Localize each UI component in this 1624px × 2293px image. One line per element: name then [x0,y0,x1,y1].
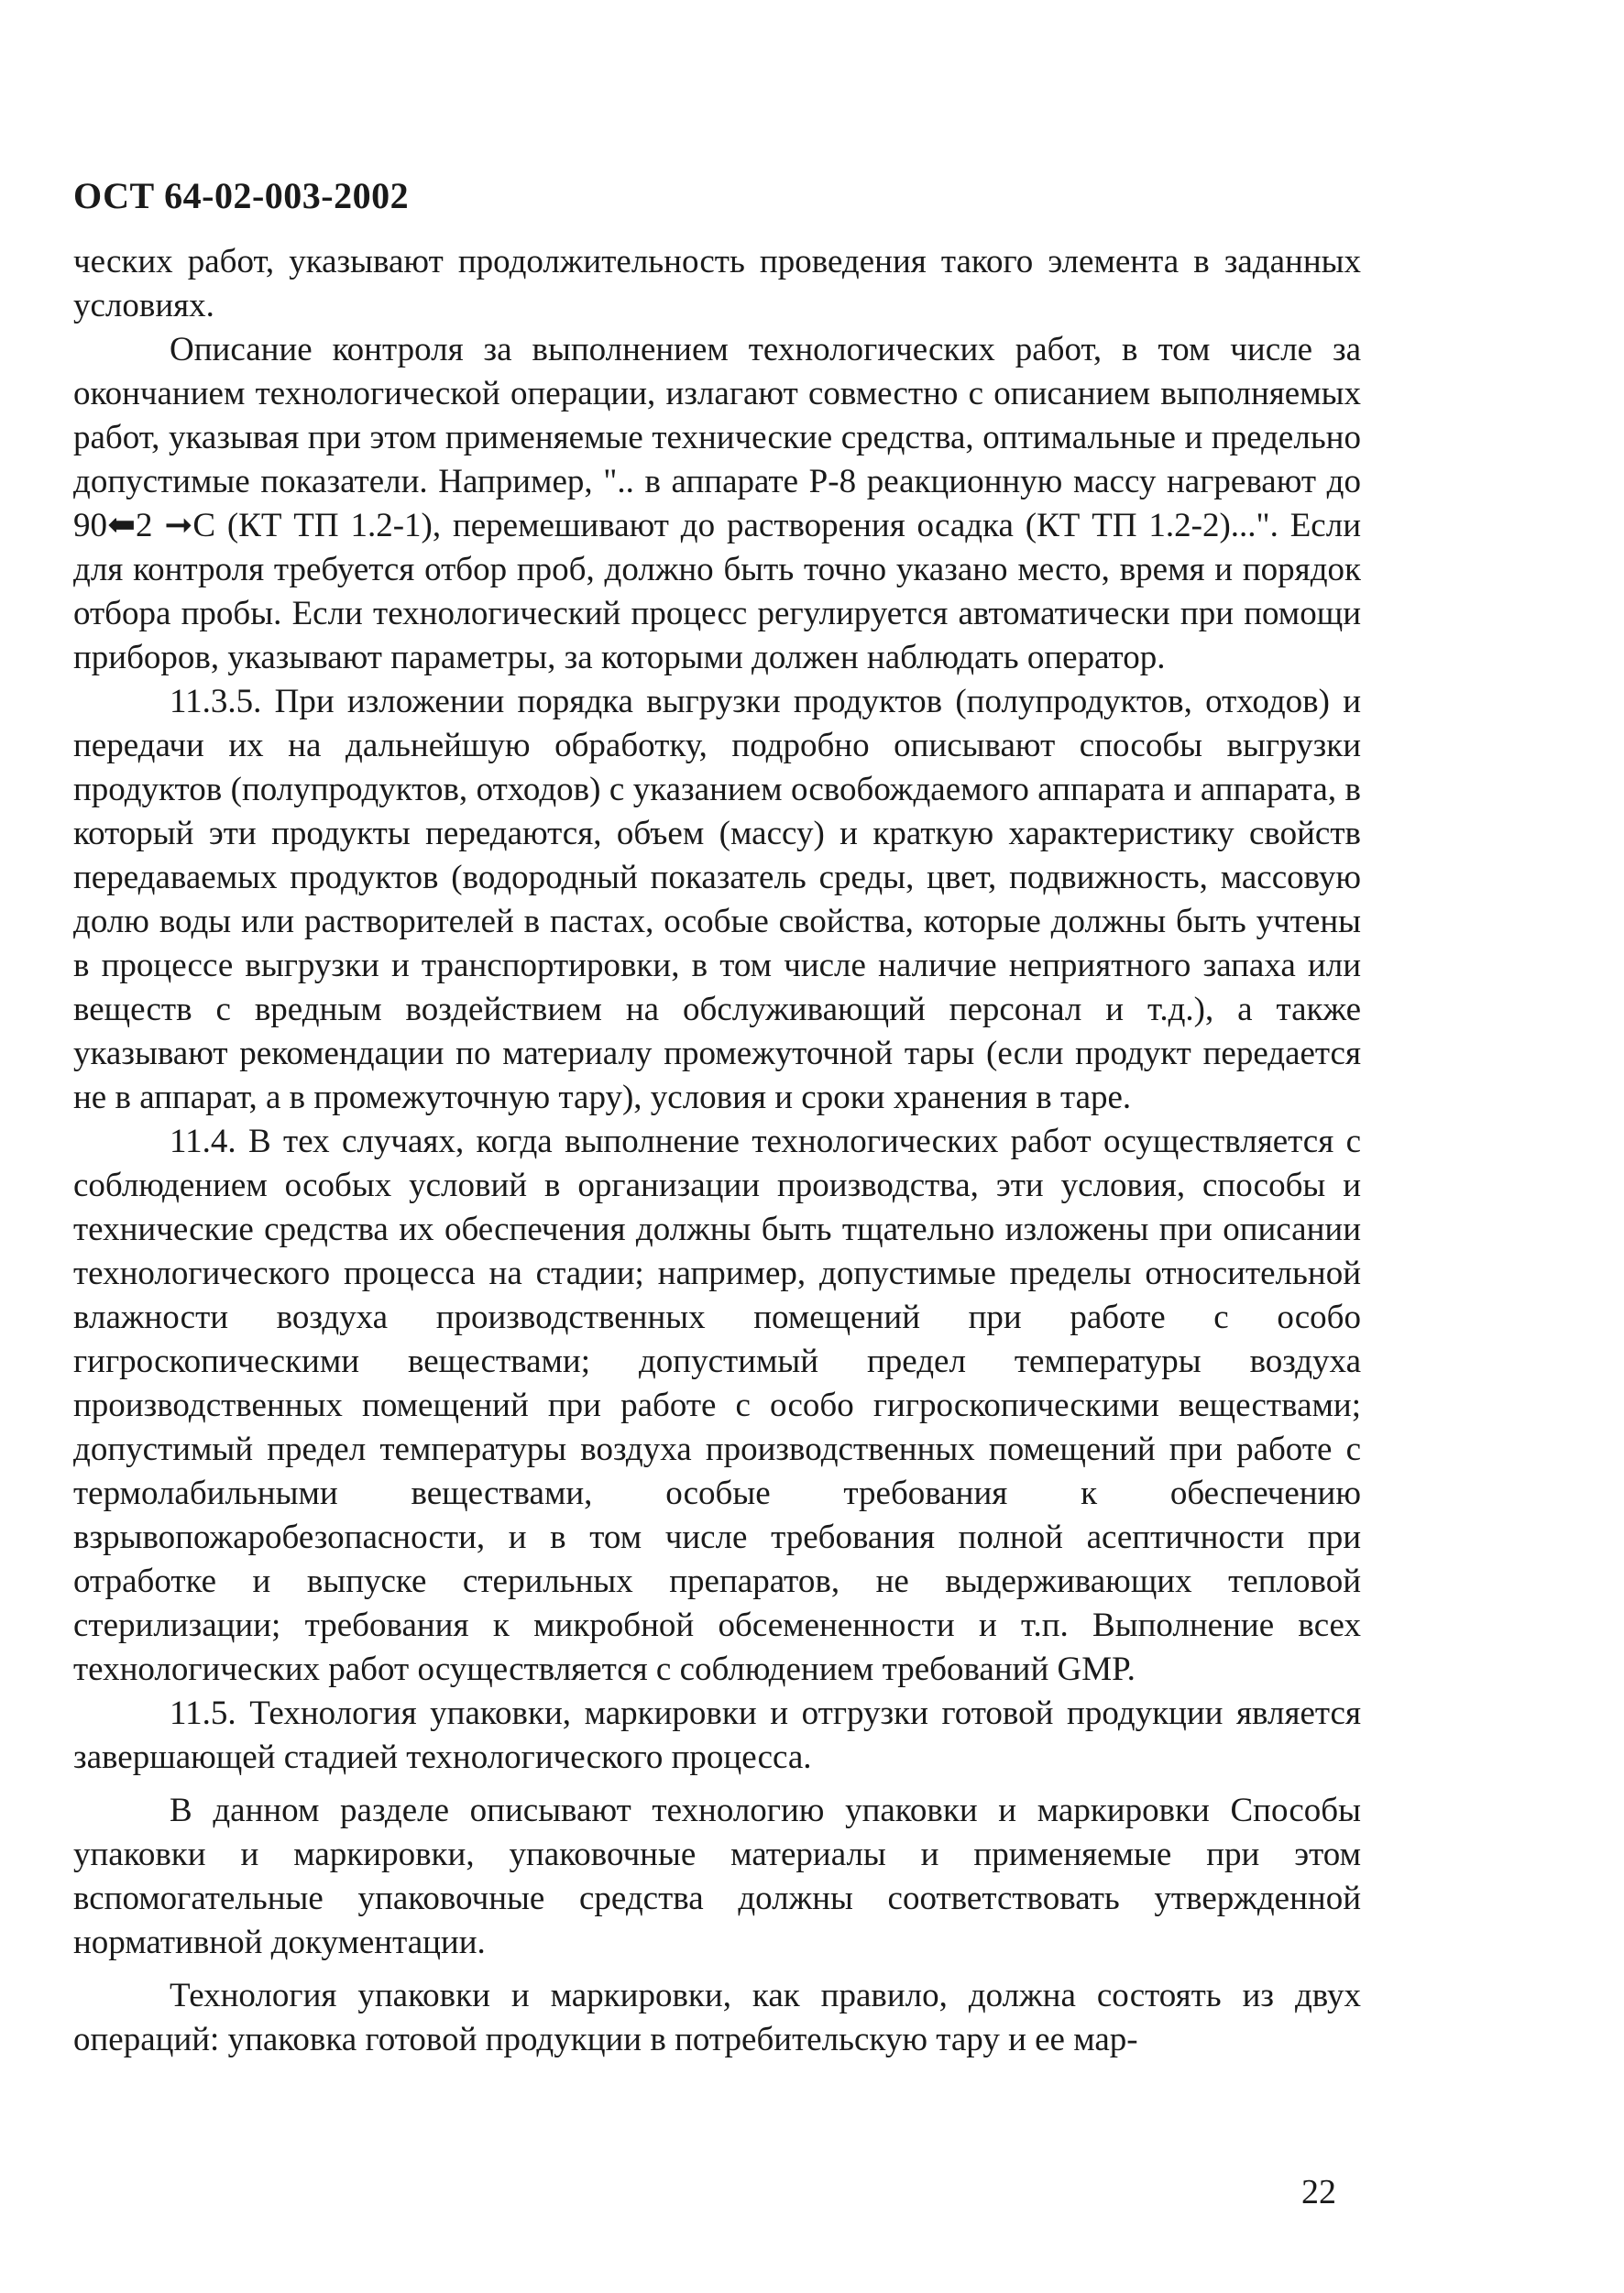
paragraph-11-5: 11.5. Технология упаковки, маркировки и отгрузки готовой продукции является завершающей стадией технологического процесса. [73,1695,1361,1776]
paragraph-control-description: Описание контроля за выполнением технологических работ, в том числе за окончанием технологической операции, излагают совместно с описанием выполняемых работ, указывая при этом применяемые технические средства, оптимальные и предельно допустимые показатели. Например, ".. в аппарате Р-8 реакционную массу нагревают до 90⬅2 ➞С (КТ ТП 1.2-1), перемешивают до растворения осадка (КТ ТП 1.2-2)...". Если для контроля требуется отбор проб, должно быть точно указано место, время и порядок отбора пробы. Если технологический процесс регулируется автоматически при помощи приборов, указывают параметры, за которыми должен наблюдать оператор. [73,331,1361,676]
paragraph-packaging-operations: Технология упаковки и маркировки, как правило, должна состоять из двух операций: упаковка готовой продукции в потребительскую тару и ее мар- [73,1977,1361,2058]
paragraph-continuation: ческих работ, указывают продолжительность проведения такого элемента в заданных условиях. [73,243,1361,324]
paragraph-11-4: 11.4. В тех случаях, когда выполнение технологических работ осуществляется с соблюдением особых условий в организации производства, эти условия, способы и технические средства их обеспечения должны быть тщательно изложены при описании технологического процесса на стадии; например, допустимые пределы относительной влажности воздуха производственных помещений при работе с особо гигроскопическими веществами; допустимый предел температуры воздуха производственных помещений при работе с особо гигроскопическими веществами; допустимый предел температуры воздуха производственных помещений при работе с термолабильными веществами, особые требования к обеспечению взрывопожаробезопасности, и в том числе требования полной асептичности при отработке и выпуске стерильных препаратов, не выдерживающих тепловой стерилизации; требования к микробной обсемененности и т.п. Выполнение всех технологических работ осуществляется с соблюдением требований GMP. [73,1123,1361,1688]
document-code-header: ОСТ 64-02-003-2002 [73,175,410,216]
paragraph-11-3-5: 11.3.5. При изложении порядка выгрузки продуктов (полупродуктов, отходов) и передачи их на дальнейшую обработку, подробно описывают способы выгрузки продуктов (полупродуктов, отходов) с указанием освобождаемого аппарата и аппарата, в который эти продукты передаются, объем (массу) и краткую характеристику свойств передаваемых продуктов (водородный показатель среды, цвет, подвижность, массовую долю воды или растворителей в пастах, особые свойства, которые должны быть учтены в процессе выгрузки и транспортировки, в том числе наличие неприятного запаха или веществ с вредным воздействием на обслуживающий персонал и т.д.), а также указывают рекомендации по материалу промежуточной тары (если продукт передается не в аппарат, а в промежуточную тару), условия и сроки хранения в таре. [73,683,1361,1116]
body-text [73,240,1361,2062]
paragraph-packaging-section: В данном разделе описывают технологию упаковки и маркировки Способы упаковки и маркировки, упаковочные материалы и применяемые при этом вспомогательные упаковочные средства должны соответствовать утвержденной нормативной документации. [73,1792,1361,1961]
page-number: 22 [1301,2173,1336,2211]
